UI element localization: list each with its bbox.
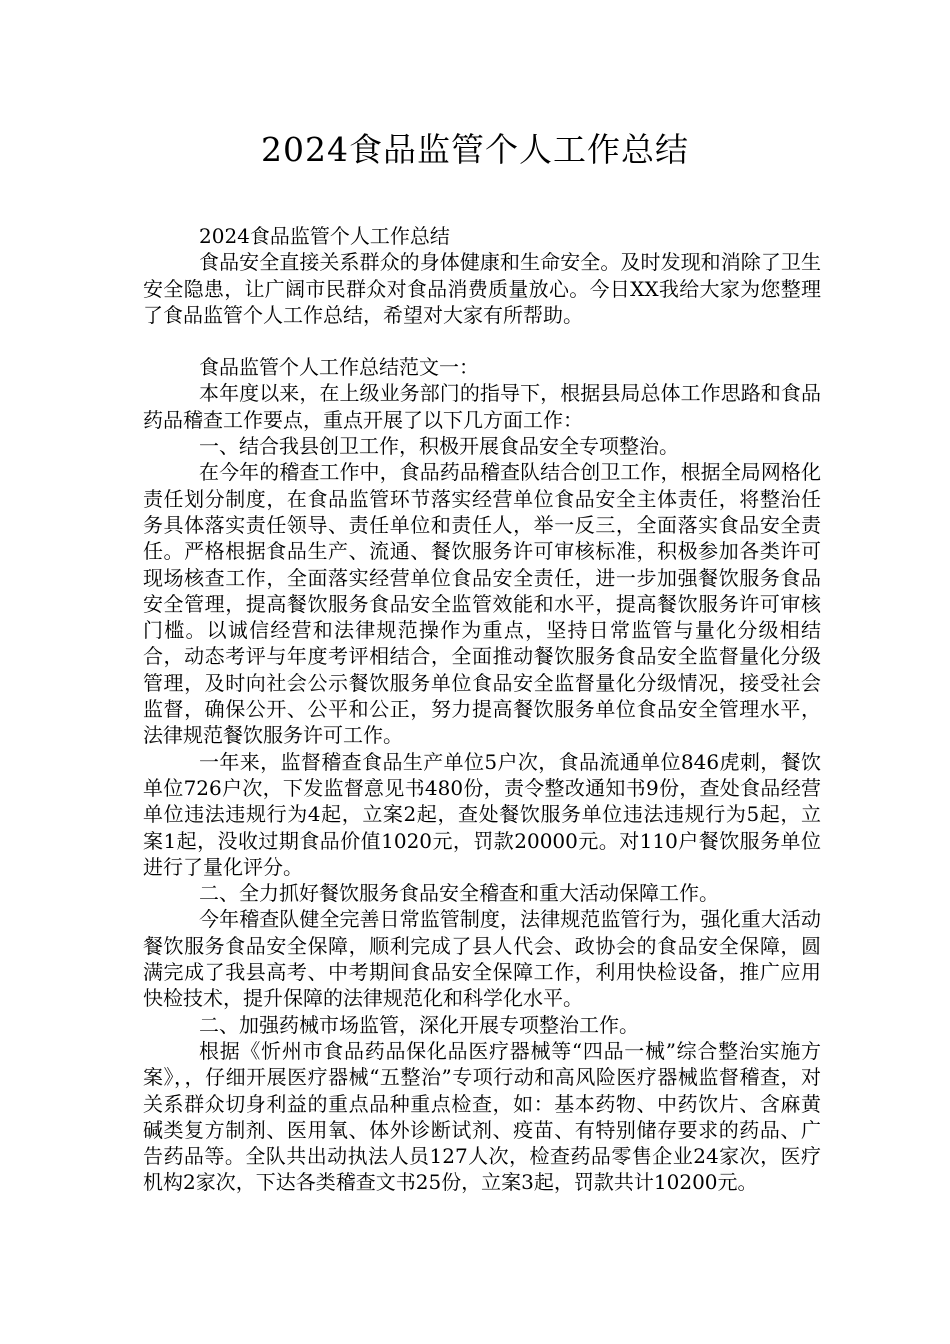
- section-heading-3: 二、加强药械市场监管，深化开展专项整治工作。: [199, 1012, 639, 1037]
- section-heading-2: 二、全力抓好餐饮服务食品安全稽查和重大活动保障工作。: [199, 881, 719, 906]
- overview-paragraph: 本年度以来，在上级业务部门的指导下，根据县局总体工作思路和食品药品稽查工作要点，重点开展了以下几方面工作：: [143, 381, 821, 432]
- section-1-paragraph: 在今年的稽查工作中，食品药品稽查队结合创卫工作，根据全局网格化责任划分制度，在食品监管环节落实经营单位食品安全主体责任，将整治任务具体落实责任领导、责任单位和责任人，举一反三，全面落实食品安全责任。严格根据食品生产、流通、餐饮服务许可审核标准，积极参加各类许可现场核查工作，全面落实经营单位食品安全责任，进一步加强餐饮服务食品安全管理，提高餐饮服务食品安全监管效能和水平，提高餐饮服务许可审核门槛。以诚信经营和法律规范操作为重点，坚持日常监管与量化分级相结合，动态考评与年度考评相结合，全面推动餐饮服务食品安全监督量化分级管理，及时向社会公示餐饮服务单位食品安全监督量化分级情况，接受社会监督，确保公开、公平和公正，努力提高餐饮服务单位食品安全管理水平，法律规范餐饮服务许可工作。: [143, 460, 821, 748]
- section-2-paragraph: 今年稽查队健全完善日常监管制度，法律规范监管行为，强化重大活动餐饮服务食品安全保障，顺利完成了县人代会、政协会的食品安全保障，圆满完成了我县高考、中考期间食品安全保障工作，利用快检设备，推广应用快检技术，提升保障的法律规范化和科学化水平。: [143, 907, 821, 1011]
- statistics-paragraph: 一年来，监督稽查食品生产单位5户次，食品流通单位846虎刺，餐饮单位726户次，下发监督意见书480份，责令整改通知书9份，查处食品经营单位违法违规行为4起，立案2起，查处餐饮服务单位违法违规行为5起，立案1起，没收过期食品价值1020元，罚款20000元。对110户餐饮服务单位进行了量化评分。: [143, 749, 821, 879]
- body-heading: 2024食品监管个人工作总结: [199, 224, 450, 248]
- intro-paragraph: 食品安全直接关系群众的身体健康和生命安全。及时发现和消除了卫生安全隐患，让广阔市民群众对食品消费质量放心。今日XX我给大家为您整理了食品监管个人工作总结，希望对大家有所帮助。: [143, 250, 821, 327]
- sample-heading: 食品监管个人工作总结范文一：: [199, 355, 479, 380]
- section-3-paragraph: 根据《忻州市食品药品保化品医疗器械等“四品一械”综合整治实施方案》，，仔细开展医疗器械“五整治”专项行动和高风险医疗器械监督稽查，对关系群众切身利益的重点品种重点检查，如：基本药物、中药饮片、含麻黄碱类复方制剂、医用氧、体外诊断试剂、疫苗、有特别储存要求的药品、广告药品等。全队共出动执法人员127人次，检查药品零售企业24家次，医疗机构2家次，下达各类稽查文书25份，立案3起，罚款共计10200元。: [143, 1038, 821, 1195]
- document-title: 2024食品监管个人工作总结: [261, 130, 689, 169]
- document-body: [143, 223, 821, 1196]
- section-heading-1: 一、结合我县创卫工作，积极开展食品安全专项整治。: [199, 434, 679, 459]
